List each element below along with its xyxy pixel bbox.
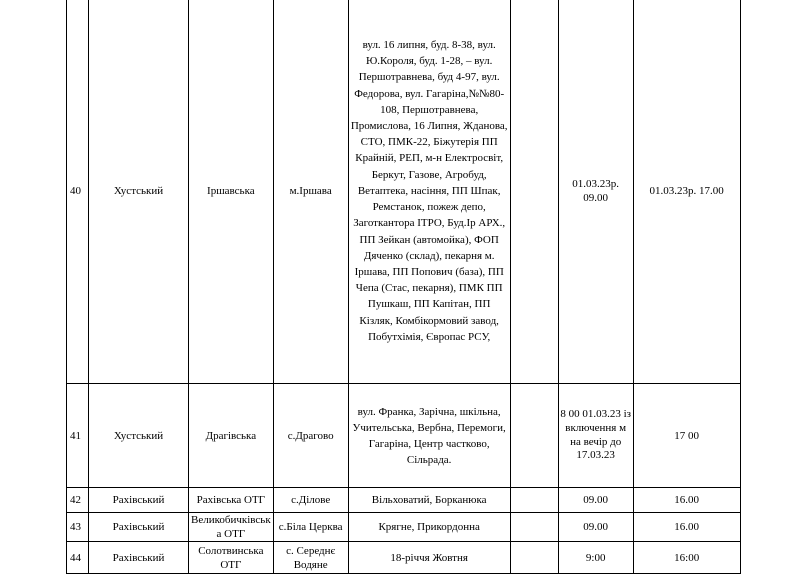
settlement-cell: с.Драгово	[273, 384, 348, 488]
community-cell: Драгівська	[189, 384, 274, 488]
district-cell: Хустський	[89, 384, 189, 488]
table-row	[67, 488, 741, 513]
start-time-cell: 09.00	[558, 513, 633, 542]
streets-cell: вул. Франка, Зарічна, шкільна, Учительська, Вербна, Перемоги, Гагаріна, Центр частково, Сільрада.	[348, 384, 510, 488]
community-cell: Іршавська	[189, 0, 274, 384]
settlement-cell: с. Середнє Водяне	[273, 542, 348, 574]
settlement-cell: м.Іршава	[273, 0, 348, 384]
district-cell: Рахівський	[89, 542, 189, 574]
table-row	[67, 513, 741, 542]
blank-cell	[510, 384, 558, 488]
community-cell: Рахівська ОТГ	[189, 488, 274, 513]
row-number: 41	[67, 384, 89, 488]
blank-cell	[510, 542, 558, 574]
row-number: 42	[67, 488, 89, 513]
streets-cell: 18-річчя Жовтня	[348, 542, 510, 574]
end-time-cell: 17 00	[633, 384, 740, 488]
start-time-cell: 09.00	[558, 488, 633, 513]
blank-cell	[510, 0, 558, 384]
table-row	[67, 0, 741, 384]
end-time-cell: 16.00	[633, 513, 740, 542]
settlement-cell: с.Біла Церква	[273, 513, 348, 542]
community-cell: Великобичківськ а ОТГ	[189, 513, 274, 542]
end-time-cell: 16:00	[633, 542, 740, 574]
settlement-cell: с.Ділове	[273, 488, 348, 513]
district-cell: Рахівський	[89, 488, 189, 513]
streets-cell: Вільховатий, Борканюка	[348, 488, 510, 513]
district-cell: Хустський	[89, 0, 189, 384]
end-time-cell: 16.00	[633, 488, 740, 513]
end-time-cell: 01.03.23р. 17.00	[633, 0, 740, 384]
streets-cell: Крягне, Прикордонна	[348, 513, 510, 542]
community-cell: Солотвинська ОТГ	[189, 542, 274, 574]
blank-cell	[510, 513, 558, 542]
blank-cell	[510, 488, 558, 513]
row-number: 40	[67, 0, 89, 384]
table-row	[67, 384, 741, 488]
table-row	[67, 542, 741, 574]
row-number: 44	[67, 542, 89, 574]
start-time-cell: 9:00	[558, 542, 633, 574]
outage-schedule-table	[66, 0, 741, 574]
district-cell: Рахівський	[89, 513, 189, 542]
start-time-cell: 01.03.23р. 09.00	[558, 0, 633, 384]
start-time-cell: 8 00 01.03.23 із включення м на вечір до 17.03.23	[558, 384, 633, 488]
row-number: 43	[67, 513, 89, 542]
streets-cell: вул. 16 липня, буд. 8-38, вул. Ю.Короля, буд. 1-28, – вул. Першотравнева, буд 4-97, вул. Федорова, вул. Гагаріна,№№80-108, Першотравнева, Промислова, 16 Липня, Жданова, СТО, ПМК-22, Біжутерія ПП Крайній, РЕП, м-н Електросвіт, Беркут, Газове, Агробуд, Ветаптека, насіння, ПП Шпак, Ремстанок, пожеж депо, Заготкантора ІТРО, Буд.Ір АРХ., ПП Зейкан (автомойка), ФОП Дяченко (склад), пекарня м. Іршава, ПП Попович (база), ПП Чепа (Стас, пекарня), ПМК ПП Пушкаш, ПП Капітан, ПП Кізляк, Комбікормовий завод, Побутхімія, Європас РСУ,	[348, 0, 510, 384]
